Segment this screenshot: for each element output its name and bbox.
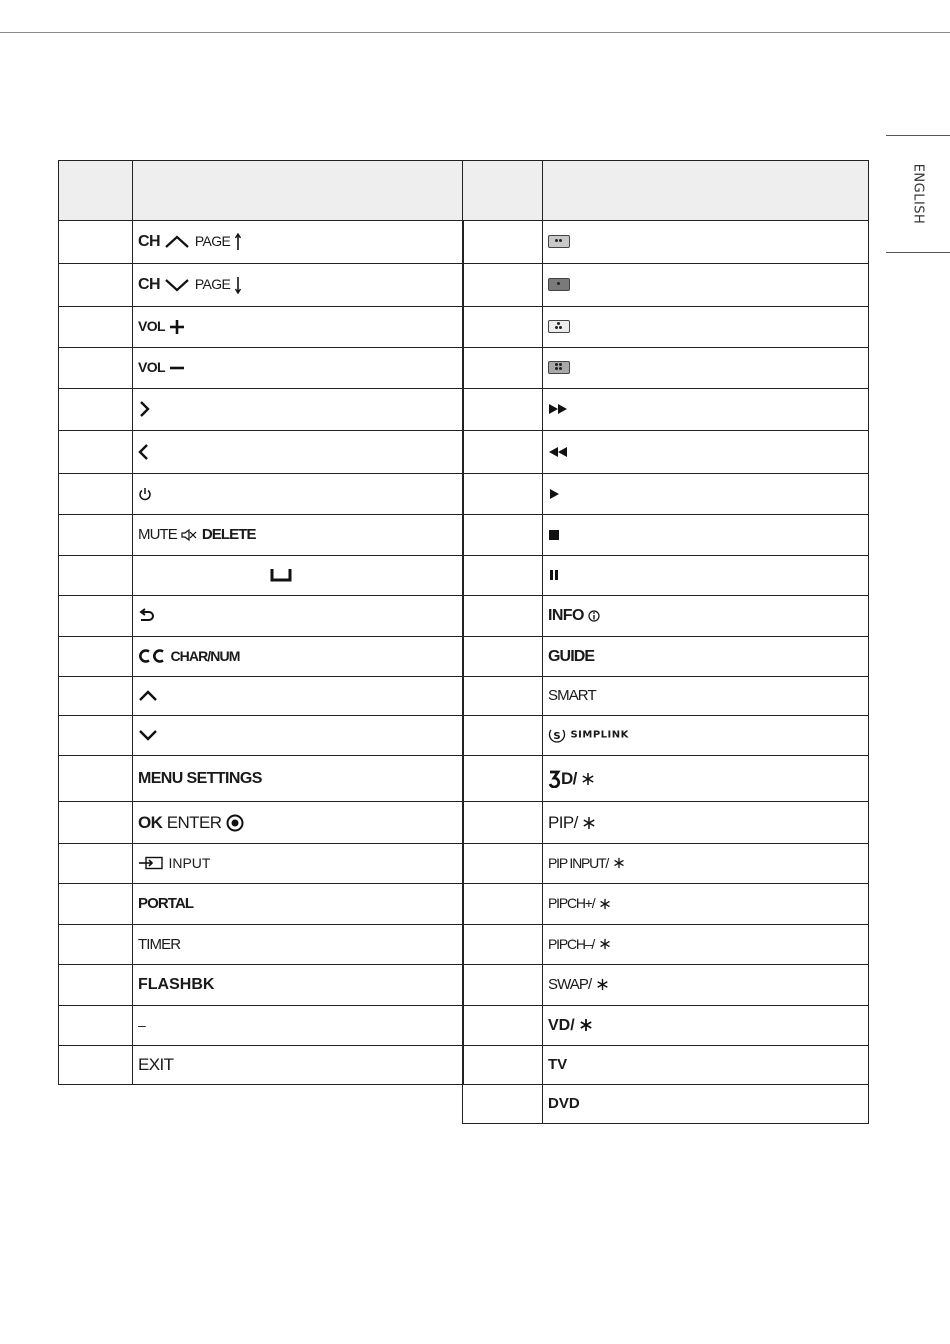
vol-label: VOL bbox=[138, 318, 165, 334]
mute-label: MUTE bbox=[138, 526, 177, 543]
arrow-up-icon bbox=[235, 233, 241, 251]
table-row bbox=[59, 677, 464, 716]
color-button-icon bbox=[548, 278, 570, 291]
page-label: PAGE bbox=[194, 276, 231, 293]
rewind-icon bbox=[548, 446, 568, 458]
dash-label: – bbox=[138, 1016, 146, 1033]
table-row bbox=[59, 925, 464, 965]
target-circle-icon bbox=[226, 814, 244, 832]
table-row bbox=[59, 556, 464, 596]
table-row bbox=[463, 348, 869, 389]
language-label: ENGLISH bbox=[910, 163, 926, 225]
table-row bbox=[59, 716, 464, 756]
vd-label: VD/ bbox=[548, 1016, 575, 1034]
ch-label: CH bbox=[138, 276, 160, 294]
table-row bbox=[463, 884, 869, 925]
cc-icon bbox=[138, 648, 166, 664]
table-row bbox=[463, 677, 869, 716]
fast-forward-icon bbox=[548, 403, 568, 415]
delete-label: DELETE bbox=[201, 526, 256, 543]
stop-icon bbox=[548, 529, 560, 541]
input-icon bbox=[138, 856, 164, 870]
table-row bbox=[463, 474, 869, 515]
vol-label: VOL bbox=[138, 359, 165, 375]
table-row bbox=[59, 596, 464, 637]
swap-label: SWAP/ bbox=[548, 976, 592, 993]
left-key-table bbox=[58, 160, 464, 1085]
simplink-label: SIMPLINK bbox=[570, 729, 629, 741]
table-row bbox=[59, 474, 464, 515]
table-row bbox=[463, 556, 869, 596]
info-icon bbox=[588, 610, 600, 622]
pip-ch-plus-label: PIPCH+/ bbox=[548, 895, 595, 911]
pip-input-label: PIP INPUT/ bbox=[548, 854, 609, 871]
color-button-icon bbox=[548, 361, 570, 374]
dvd-label: DVD bbox=[548, 1095, 580, 1112]
space-bracket-icon bbox=[270, 568, 292, 582]
page-label: PAGE bbox=[194, 233, 231, 250]
char-num-label: CHAR/NUM bbox=[170, 647, 240, 664]
table-row bbox=[59, 884, 464, 925]
portal-label: PORTAL bbox=[138, 895, 194, 912]
table-row bbox=[463, 264, 869, 307]
back-arrow-icon bbox=[138, 608, 156, 624]
pause-icon bbox=[548, 569, 560, 581]
play-icon bbox=[548, 488, 560, 500]
plus-icon bbox=[169, 319, 185, 335]
language-side-tab bbox=[886, 135, 950, 253]
table-row bbox=[59, 221, 464, 264]
three-d-label: D/ bbox=[561, 768, 577, 788]
info-label: INFO bbox=[548, 607, 584, 624]
guide-label: GUIDE bbox=[548, 647, 595, 665]
table-row bbox=[59, 802, 464, 844]
pip-label: PIP/ bbox=[548, 812, 578, 832]
chevron-right-icon bbox=[138, 400, 150, 418]
enter-label: ENTER bbox=[166, 812, 222, 832]
exit-label: EXIT bbox=[138, 1055, 174, 1074]
table-row bbox=[59, 756, 464, 802]
table-row bbox=[463, 1046, 869, 1085]
timer-label: TIMER bbox=[138, 935, 181, 953]
table-row bbox=[463, 307, 869, 348]
table-row bbox=[59, 1046, 464, 1085]
smart-label: SMART bbox=[548, 687, 596, 704]
top-rule bbox=[0, 32, 950, 33]
chevron-down-icon bbox=[138, 728, 158, 742]
table-row bbox=[59, 965, 464, 1006]
table-row bbox=[463, 1006, 869, 1046]
table-row bbox=[463, 965, 869, 1006]
table-row bbox=[463, 221, 869, 264]
arrow-down-icon bbox=[235, 276, 241, 294]
table-row bbox=[59, 844, 464, 884]
simplink-logo-icon bbox=[548, 726, 566, 744]
table-row bbox=[463, 716, 869, 756]
asterisk-icon bbox=[599, 938, 611, 950]
ch-label: CH bbox=[138, 233, 160, 251]
asterisk-icon bbox=[579, 1018, 593, 1032]
pip-ch-minus-label: PIPCH–/ bbox=[548, 935, 595, 952]
svg-text:S: S bbox=[553, 731, 561, 743]
three-icon bbox=[548, 770, 561, 788]
chevron-up-icon bbox=[164, 235, 190, 249]
table-row bbox=[59, 637, 464, 677]
asterisk-icon bbox=[613, 857, 625, 869]
table-row bbox=[463, 802, 869, 844]
table-row bbox=[59, 264, 464, 307]
table-row bbox=[463, 1085, 869, 1124]
ok-label: OK bbox=[138, 812, 163, 832]
table-header-row bbox=[59, 161, 464, 221]
table-row bbox=[59, 348, 464, 389]
color-button-icon bbox=[548, 320, 570, 333]
table-header-row bbox=[463, 161, 869, 221]
tv-label: TV bbox=[548, 1056, 568, 1073]
asterisk-icon bbox=[599, 898, 611, 910]
table-row bbox=[463, 431, 869, 474]
table-row bbox=[59, 431, 464, 474]
table-row bbox=[463, 596, 869, 637]
asterisk-icon bbox=[581, 772, 595, 786]
minus-icon bbox=[169, 360, 185, 376]
table-row bbox=[59, 1006, 464, 1046]
asterisk-icon bbox=[596, 978, 609, 991]
table-row bbox=[463, 515, 869, 556]
table-row bbox=[463, 844, 869, 884]
menu-settings-label: MENU SETTINGS bbox=[138, 769, 262, 787]
table-row bbox=[463, 637, 869, 677]
color-button-icon bbox=[548, 235, 570, 248]
table-row bbox=[463, 389, 869, 431]
input-label: INPUT bbox=[168, 854, 211, 871]
table-row bbox=[59, 307, 464, 348]
speaker-mute-icon bbox=[181, 528, 197, 542]
right-key-table bbox=[462, 160, 869, 1124]
chevron-left-icon bbox=[138, 443, 150, 461]
asterisk-icon bbox=[582, 816, 596, 830]
table-row bbox=[59, 515, 464, 556]
flashbk-label: FLASHBK bbox=[138, 976, 215, 993]
power-icon bbox=[138, 487, 152, 501]
table-row bbox=[463, 756, 869, 802]
chevron-down-icon bbox=[164, 278, 190, 292]
table-row bbox=[59, 389, 464, 431]
chevron-up-icon bbox=[138, 689, 158, 703]
table-row bbox=[463, 925, 869, 965]
